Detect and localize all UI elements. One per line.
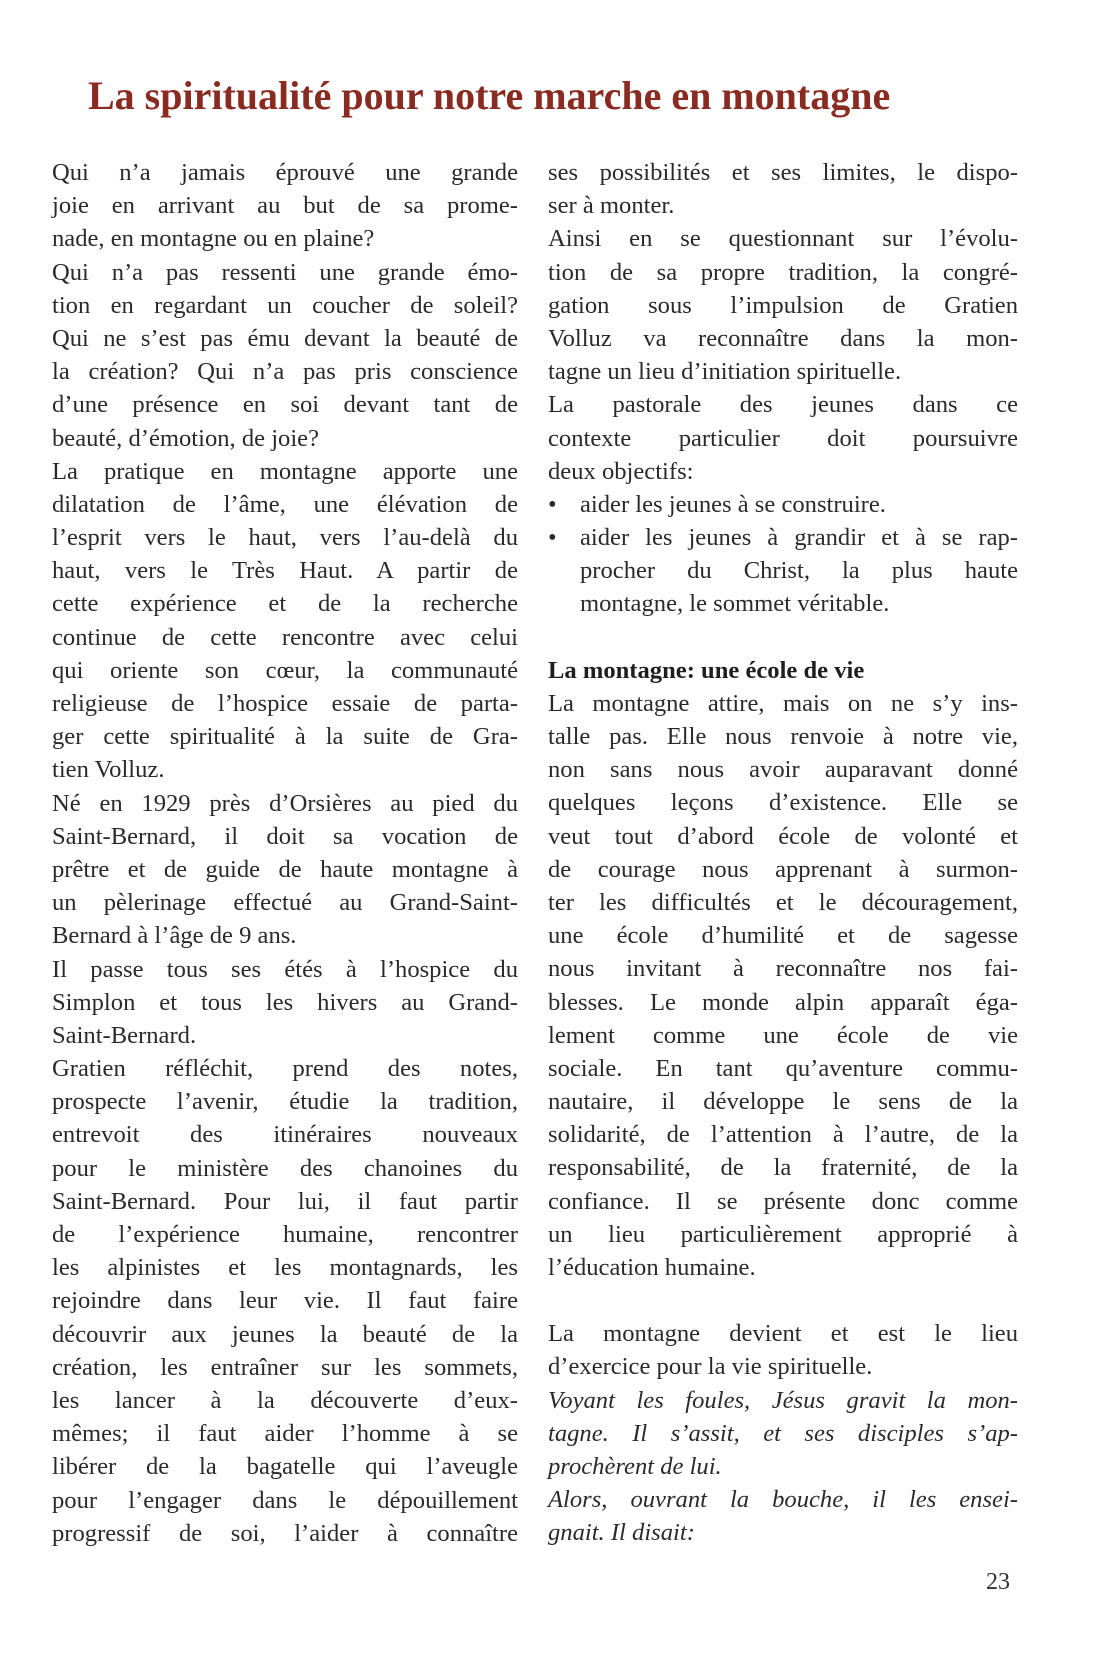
text-line: tion en regardant un coucher de soleil?	[52, 291, 518, 319]
text-line: Il passe tous ses étés à l’hospice du	[52, 955, 518, 983]
text-line: non sans nous avoir auparavant donné	[548, 756, 1018, 784]
bullet-icon	[548, 554, 580, 587]
text-line: ser à monter.	[548, 192, 675, 220]
text-line: Saint-Bernard.	[52, 1021, 197, 1049]
text-line: dilatation de l’âme, une élévation de	[52, 490, 518, 518]
text-line: gnait. Il disait:	[548, 1519, 695, 1547]
text-line: Qui ne s’est pas ému devant la beauté de	[52, 324, 518, 352]
text-line: religieuse de l’hospice essaie de parta-	[52, 690, 518, 717]
objectives-list	[548, 488, 1018, 621]
text-line: Qui n’a jamais éprouvé une grande	[52, 159, 518, 186]
text-line: Ainsi en se questionnant sur l’évolu-	[548, 225, 1018, 253]
text-line: responsabilité, de la fraternité, de la	[548, 1154, 1018, 1182]
list-item-continuation	[548, 587, 1018, 620]
list-item-text: aider les jeunes à se construire.	[580, 490, 886, 518]
text-line: de courage nous apprenant à surmon-	[548, 855, 1018, 883]
text-line: l’éducation humaine.	[548, 1254, 756, 1281]
text-line: Saint-Bernard. Pour lui, il faut partir	[52, 1187, 518, 1215]
text-line: beauté, d’émotion, de joie?	[52, 424, 320, 452]
text-line: tion de sa propre tradition, la congré-	[548, 258, 1018, 286]
text-line: la création? Qui n’a pas pris conscience	[52, 358, 518, 386]
text-line: ter les difficultés et le découragement,	[548, 888, 1018, 916]
text-line: d’une présence en soi devant tant de	[52, 391, 518, 419]
text-line: un pèlerinage effectué au Grand-Saint-	[52, 889, 518, 917]
text-line: lement comme une école de vie	[548, 1021, 1018, 1049]
text-line: continue de cette rencontre avec celui	[52, 623, 518, 651]
list-item-text: montagne, le sommet véritable.	[580, 590, 890, 618]
text-line: qui oriente son cœur, la communauté	[52, 656, 518, 684]
text-line: découvrir aux jeunes la beauté de la	[52, 1320, 518, 1348]
text-line: La pastorale des jeunes dans ce	[548, 391, 1018, 419]
text-line: les alpinistes et les montagnards, les	[52, 1254, 518, 1282]
text-line: création, les entraîner sur les sommets,	[52, 1353, 518, 1381]
text-line: nous invitant à reconnaître nos fai-	[548, 955, 1018, 983]
text-line: un lieu particulièrement approprié à	[548, 1220, 1018, 1248]
list-item	[548, 521, 1018, 554]
text-line: nautaire, il développe le sens de la	[548, 1088, 1018, 1116]
text-line: contexte particulier doit poursuivre	[548, 424, 1018, 452]
text-line: solidarité, de l’attention à l’autre, de la	[548, 1121, 1018, 1149]
text-line: cette expérience et de la recherche	[52, 590, 518, 618]
text-line: blesses. Le monde alpin apparaît éga-	[548, 988, 1018, 1016]
text-line: talle pas. Elle nous renvoie à notre vie,	[548, 723, 1018, 750]
text-line: Né en 1929 près d’Orsières au pied du	[52, 789, 518, 817]
text-line: prêtre et de guide de haute montagne à	[52, 855, 518, 883]
list-item-continuation	[548, 554, 1018, 587]
text-line: prochèrent de lui.	[548, 1452, 722, 1480]
bullet-icon	[548, 587, 580, 620]
page-title: La spiritualité pour notre marche en montagne	[88, 73, 891, 118]
text-line: deux objectifs:	[548, 457, 694, 485]
text-line: Bernard à l’âge de 9 ans.	[52, 922, 297, 950]
text-line: entrevoit des itinéraires nouveaux	[52, 1121, 518, 1149]
text-line: veut tout d’abord école de volonté et	[548, 822, 1018, 850]
text-line: prospecte l’avenir, étudie la tradition,	[52, 1088, 518, 1116]
text-line: Simplon et tous les hivers au Grand-	[52, 988, 518, 1016]
text-line: sociale. En tant qu’aventure commu-	[548, 1054, 1018, 1082]
closing-paragraphs	[548, 1317, 1018, 1549]
text-line: pour l’engager dans le dépouillement	[52, 1486, 518, 1514]
list-item-text: procher du Christ, la plus haute	[580, 557, 1018, 585]
bullet-icon: •	[548, 524, 557, 552]
text-line: tagne un lieu d’initiation spirituelle.	[548, 358, 902, 386]
text-line: nade, en montagne ou en plaine?	[52, 225, 375, 253]
text-line: Gratien réfléchit, prend des notes,	[52, 1055, 518, 1083]
section-body	[548, 687, 1018, 1284]
text-line: La montagne attire, mais on ne s’y ins-	[548, 689, 1018, 717]
text-line: Qui n’a pas ressenti une grande émo-	[52, 258, 518, 286]
text-line: ses possibilités et ses limites, le dispo-	[548, 159, 1018, 186]
text-line: tagne. Il s’assit, et ses disciples s’ap-	[548, 1419, 1018, 1447]
list-item	[548, 488, 1018, 521]
text-line: La montagne devient et est le lieu	[548, 1320, 1018, 1348]
section-heading: La montagne: une école de vie	[548, 656, 865, 684]
text-line: libérer de la bagatelle qui l’aveugle	[52, 1453, 518, 1481]
section-gap	[548, 621, 1018, 654]
text-line: ger cette spiritualité à la suite de Gra-	[52, 723, 518, 751]
text-line: tien Volluz.	[52, 756, 165, 784]
right-intro-paragraphs	[548, 156, 1018, 488]
text-line: Alors, ouvrant la bouche, il les ensei-	[548, 1486, 1018, 1514]
text-line: joie en arrivant au but de sa prome-	[52, 192, 518, 220]
text-line: de l’expérience humaine, rencontrer	[52, 1221, 518, 1248]
text-line: rejoindre dans leur vie. Il faut faire	[52, 1287, 518, 1315]
text-line: La pratique en montagne apporte une	[52, 457, 518, 485]
bullet-icon: •	[548, 490, 557, 518]
page-number: 23	[986, 1569, 1010, 1595]
text-line: les lancer à la découverte d’eux-	[52, 1386, 518, 1414]
text-line: Voyant les foules, Jésus gravit la mon-	[548, 1386, 1018, 1414]
text-line: pour le ministère des chanoines du	[52, 1154, 518, 1182]
right-column	[548, 156, 1018, 1550]
text-line: progressif de soi, l’aider à connaître	[52, 1519, 518, 1547]
text-line: d’exercice pour la vie spirituelle.	[548, 1353, 873, 1381]
text-line: l’esprit vers le haut, vers l’au-delà du	[52, 524, 518, 552]
text-line: une école d’humilité et de sagesse	[548, 922, 1018, 950]
list-item-text: aider les jeunes à grandir et à se rap-	[580, 524, 1018, 552]
closing-gap	[548, 1284, 1018, 1317]
left-column	[52, 156, 518, 1550]
text-line: Saint-Bernard, il doit sa vocation de	[52, 822, 518, 850]
text-line: Volluz va reconnaître dans la mon-	[548, 324, 1018, 352]
text-line: quelques leçons d’existence. Elle se	[548, 789, 1018, 817]
text-line: gation sous l’impulsion de Gratien	[548, 291, 1018, 319]
text-line: confiance. Il se présente donc comme	[548, 1187, 1018, 1215]
text-line: haut, vers le Très Haut. A partir de	[52, 557, 518, 585]
text-line: mêmes; il faut aider l’homme à se	[52, 1420, 518, 1448]
